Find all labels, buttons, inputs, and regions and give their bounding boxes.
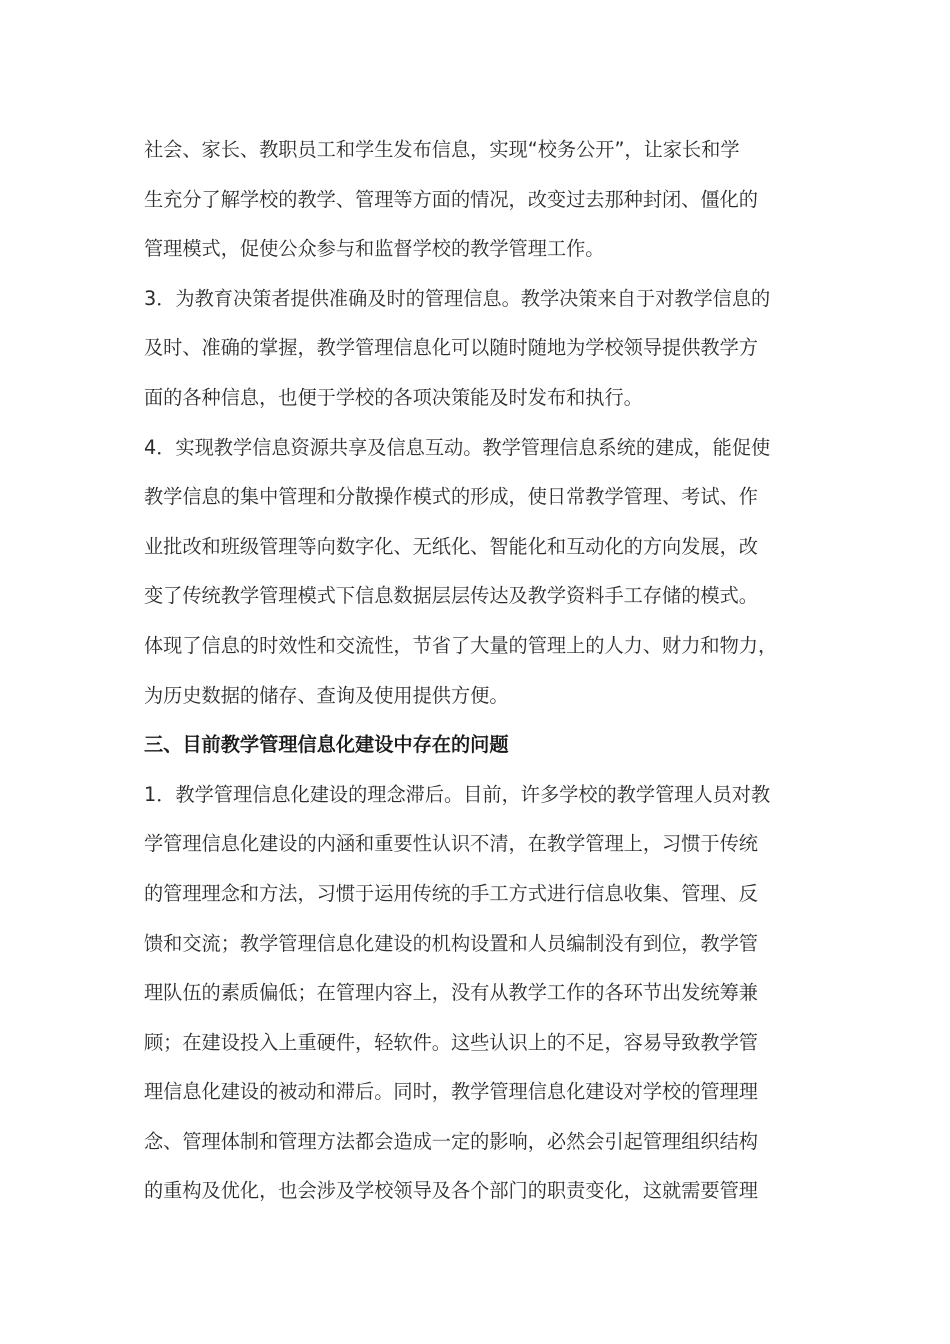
body-line: 念、管理体制和管理方法都会造成一定的影响，必然会引起管理组织结构 bbox=[144, 1129, 758, 1153]
body-line: 3．为教育决策者提供准确及时的管理信息。教学决策来自于对教学信息的 bbox=[144, 286, 771, 310]
body-line: 理队伍的素质偏低；在管理内容上，没有从教学工作的各环节出发统筹兼 bbox=[144, 981, 758, 1005]
section-heading: 三、目前教学管理信息化建设中存在的问题 bbox=[144, 733, 509, 757]
body-line: 4．实现教学信息资源共享及信息互动。教学管理信息系统的建成，能促使 bbox=[144, 435, 771, 459]
body-line: 业批改和班级管理等向数字化、无纸化、智能化和互动化的方向发展，改 bbox=[144, 534, 758, 558]
body-line: 社会、家长、教职员工和学生发布信息，实现“校务公开”，让家长和学 bbox=[144, 138, 740, 161]
body-line: 变了传统教学管理模式下信息数据层层传达及教学资料手工存储的模式。 bbox=[144, 584, 758, 608]
body-line: 教学信息的集中管理和分散操作模式的形成，使日常教学管理、考试、作 bbox=[144, 485, 758, 509]
body-line: 管理模式，促使公众参与和监督学校的教学管理工作。 bbox=[144, 237, 605, 261]
body-line: 理信息化建设的被动和滞后。同时，教学管理信息化建设对学校的管理理 bbox=[144, 1080, 758, 1104]
body-line: 1．教学管理信息化建设的理念滞后。目前，许多学校的教学管理人员对教 bbox=[144, 782, 771, 806]
body-line: 的管理理念和方法，习惯于运用传统的手工方式进行信息收集、管理、反 bbox=[144, 881, 758, 905]
body-line: 为历史数据的储存、查询及使用提供方便。 bbox=[144, 683, 509, 707]
body-line: 面的各种信息，也便于学校的各项决策能及时发布和执行。 bbox=[144, 385, 643, 409]
body-line: 馈和交流；教学管理信息化建设的机构设置和人员编制没有到位，教学管 bbox=[144, 931, 758, 955]
body-line: 顾；在建设投入上重硬件，轻软件。这些认识上的不足，容易导致教学管 bbox=[144, 1030, 758, 1054]
document-body bbox=[144, 132, 820, 1223]
body-line: 学管理信息化建设的内涵和重要性认识不清，在教学管理上，习惯于传统 bbox=[144, 832, 758, 856]
body-line: 及时、准确的掌握，教学管理信息化可以随时随地为学校领导提供教学方 bbox=[144, 336, 758, 360]
body-line: 的重构及优化，也会涉及学校领导及各个部门的职责变化，这就需要管理 bbox=[144, 1179, 758, 1203]
body-line: 生充分了解学校的教学、管理等方面的情况，改变过去那种封闭、僵化的 bbox=[144, 187, 758, 211]
body-line: 体现了信息的时效性和交流性，节省了大量的管理上的人力、财力和物力， bbox=[144, 633, 778, 657]
